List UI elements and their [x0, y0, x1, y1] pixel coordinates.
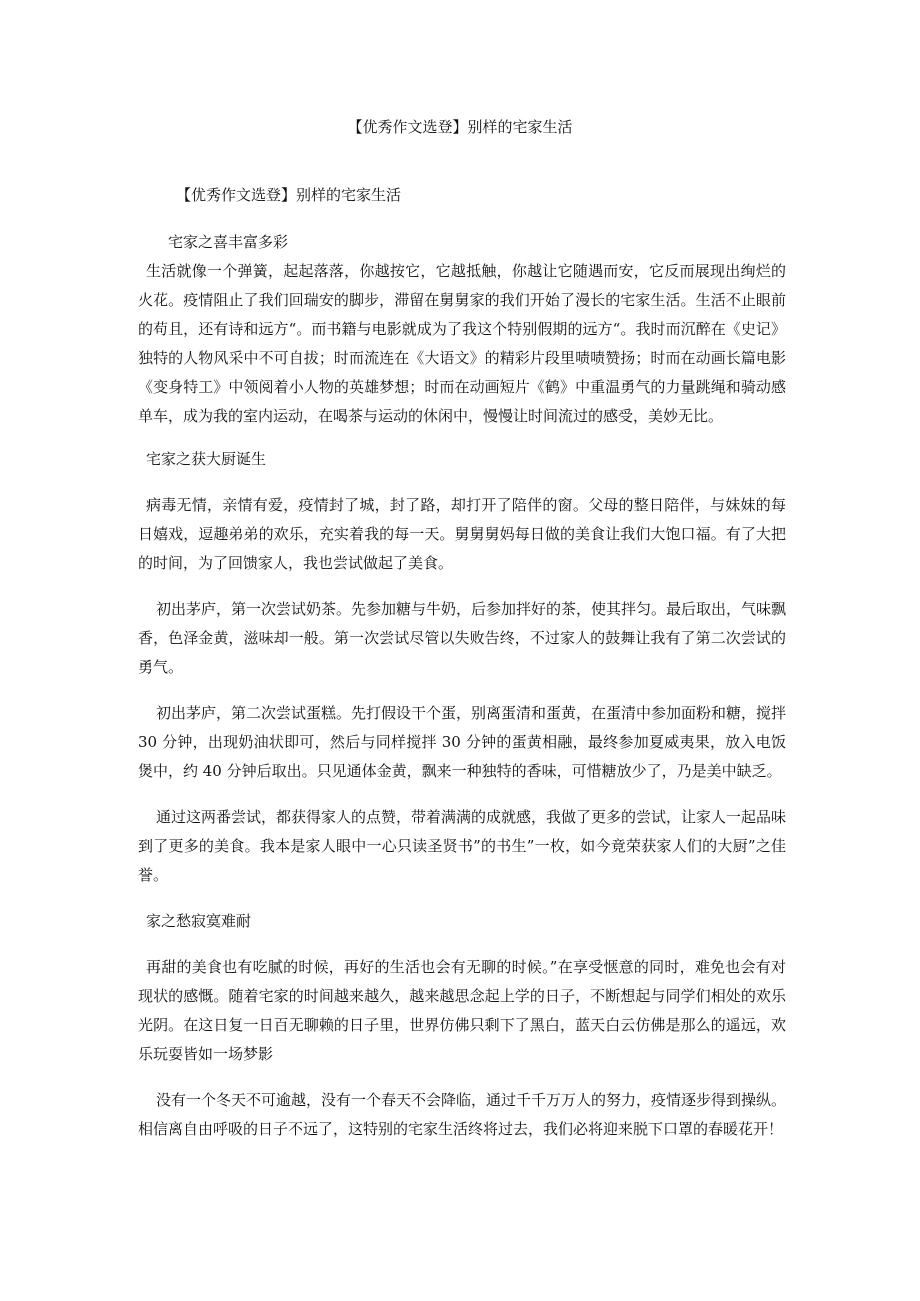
section-heading-sorrow: 家之愁寂寞难耐 [146, 912, 252, 930]
section-heading-chef: 宅家之获大厨诞生 [146, 450, 267, 468]
paragraph-sorrow: 再甜的美食也有吃腻的时候，再好的生活也会有无聊的时候。”在享受惬意的同时，难免也会有对现状的感慨。随着宅家的时间越来越久，越来越思念起上学的日子，不断想起与同学们相处的欢乐光阴。在这日复一日百无聊赖的日子里，世界仿佛只剩下了黑白，蓝天白云仿佛是那么的遥远，欢乐玩耍皆如一场梦影 [138, 958, 786, 1063]
document-title: 【优秀作文选登】别样的宅家生活 [347, 118, 573, 136]
paragraph-chef-intro: 病毒无情，亲情有爱，疫情封了城，封了路，却打开了陪伴的窗。父母的整日陪伴，与妹妹的每日嬉戏，逗趣弟弟的欢乐，充实着我的每一天。舅舅舅妈每日做的美食让我们大饱口福。有了大把的时间，为了回馈家人，我也尝试做起了美食。 [138, 496, 786, 572]
paragraph-praise: 通过这两番尝试，都获得家人的点赞，带着满满的成就感，我做了更多的尝试，让家人一起品味到了更多的美食。我本是家人眼中一心只读圣贤书”的书生”一枚，如今竟荣获家人们的大厨”之佳誉。 [138, 808, 787, 884]
paragraph-cake: 初出茅庐，第二次尝试蛋糕。先打假设干个蛋，别离蛋清和蛋黄，在蛋清中参加面粉和糖，搅拌 30 分钟，出现奶油状即可，然后与同样搅拌 30 分钟的蛋黄相融，最终参加夏威夷果，放入电饭煲中，约 40 分钟后取出。只见通体金黄，飘来一种独特的香味，可惜糖放少了，乃是美中缺乏。 [138, 704, 787, 780]
article-title: 【优秀作文选登】别样的宅家生活 [176, 186, 402, 204]
paragraph-joy: 生活就像一个弹簧，起起落落，你越按它，它越抵触，你越让它随遇而安，它反而展现出绚烂的火花。疫情阻止了我们回瑞安的脚步，滞留在舅舅家的我们开始了漫长的宅家生活。生活不止眼前的苟且，还有诗和远方“。而书籍与电影就成为了我这个特别假期的远方“。我时而沉醉在《史记》独特的人物风采中不可自拔；时而流连在《大语文》的精彩片段里啧啧赞扬；时而在动画长篇电影《变身特工》中领阅着小人物的英雄梦想；时而在动画短片《鹤》中重温勇气的力量跳绳和骑动感单车，成为我的室内运动，在喝茶与运动的休闲中，慢慢让时间流过的感受，美妙无比。 [138, 262, 786, 425]
paragraph-conclusion: 没有一个冬天不可逾越，没有一个春天不会降临，通过千千万万人的努力，疫情逐步得到操纵。相信离自由呼吸的日子不远了，这特别的宅家生活终将过去，我们必将迎来脱下口罩的春暖花开！ [138, 1091, 787, 1138]
paragraph-milk-tea: 初出茅庐，第一次尝试奶茶。先参加糖与牛奶，后参加拌好的茶，使其拌匀。最后取出，气味飘香，色泽金黄，滋味却一般。第一次尝试尽管以失败告终，不过家人的鼓舞让我有了第二次尝试的勇气。 [138, 600, 787, 676]
article-body [138, 184, 786, 1144]
section-heading-joy: 宅家之喜丰富多彩 [168, 233, 289, 251]
